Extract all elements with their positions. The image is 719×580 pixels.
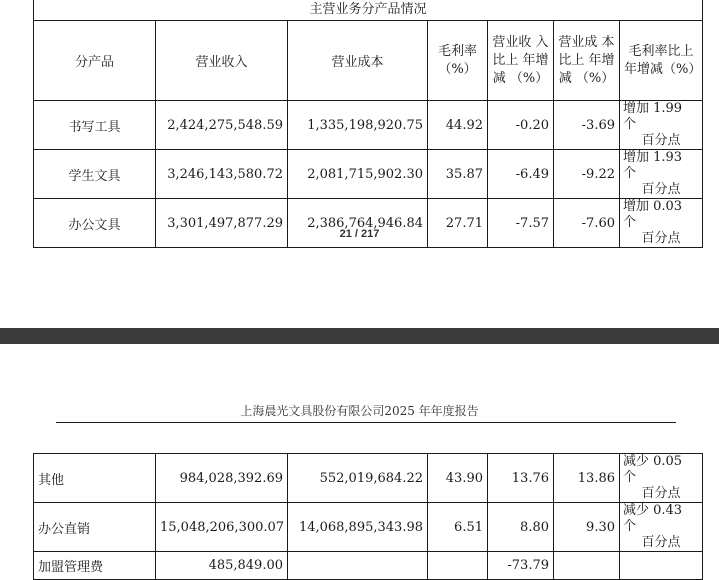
margin-change-unit: 百分点 xyxy=(641,535,681,550)
table-row xyxy=(34,150,703,199)
cell-margin: 6.51 xyxy=(428,503,488,552)
header-rule xyxy=(56,422,676,423)
header-revenue-change: 营业收 入比上 年增减 （%） xyxy=(488,21,554,101)
cell-margin: 27.71 xyxy=(428,199,488,248)
header-margin: 毛利率 （%） xyxy=(428,21,488,101)
cell-product: 加盟管理费 xyxy=(34,552,156,580)
cell-revenue: 2,424,275,548.59 xyxy=(156,101,288,150)
product-segment-table xyxy=(33,0,703,248)
cell-revenue-change: -7.57 xyxy=(488,199,554,248)
margin-change-text: 增加 0.03 个 xyxy=(623,199,683,230)
cell-margin-change xyxy=(620,503,703,552)
header-cost: 营业成本 xyxy=(288,21,428,101)
table-row xyxy=(34,101,703,150)
cell-cost-change: -3.69 xyxy=(554,101,620,150)
cell-product: 其他 xyxy=(34,454,156,503)
cell-margin-change xyxy=(620,552,703,580)
margin-change-unit: 百分点 xyxy=(641,133,681,148)
table-row xyxy=(34,454,703,503)
cell-margin: 43.90 xyxy=(428,454,488,503)
cell-revenue: 15,048,206,300.07 xyxy=(156,503,288,552)
header-margin-change: 毛利率比上 年增减（%） xyxy=(620,21,703,101)
cell-revenue-change: -6.49 xyxy=(488,150,554,199)
cell-product: 书写工具 xyxy=(34,101,156,150)
margin-change-text: 增加 1.93 个 xyxy=(623,150,683,181)
cell-cost-change xyxy=(554,552,620,580)
cell-margin: 35.87 xyxy=(428,150,488,199)
cell-margin-change xyxy=(620,101,703,150)
table-row xyxy=(34,199,703,248)
margin-change-unit: 百分点 xyxy=(641,486,681,501)
cell-revenue: 3,246,143,580.72 xyxy=(156,150,288,199)
cell-margin-change xyxy=(620,454,703,503)
margin-change-text: 减少 0.43 个 xyxy=(623,503,683,534)
header-product: 分产品 xyxy=(34,21,156,101)
cell-margin-change xyxy=(620,150,703,199)
cell-cost: 14,068,895,343.98 xyxy=(288,503,428,552)
cell-cost xyxy=(288,552,428,580)
cell-margin: 44.92 xyxy=(428,101,488,150)
page-separator xyxy=(0,328,719,344)
margin-change-unit: 百分点 xyxy=(641,231,681,246)
cell-cost-change: 13.86 xyxy=(554,454,620,503)
table-section-title: 主营业务分产品情况 xyxy=(34,0,703,21)
cell-cost: 552,019,684.22 xyxy=(288,454,428,503)
cell-cost-change: -9.22 xyxy=(554,150,620,199)
cell-revenue: 984,028,392.69 xyxy=(156,454,288,503)
table-row xyxy=(34,552,703,580)
cell-product: 办公直销 xyxy=(34,503,156,552)
cell-cost: 2,386,764,946.84 xyxy=(288,199,428,248)
cell-revenue: 485,849.00 xyxy=(156,552,288,580)
report-header: 上海晨光文具股份有限公司2025 年年度报告 xyxy=(240,404,479,418)
cell-cost: 1,335,198,920.75 xyxy=(288,101,428,150)
cell-revenue-change: -0.20 xyxy=(488,101,554,150)
page-number: 21 / 217 xyxy=(339,228,380,240)
header-cost-change: 营业成 本比上 年增减 （%） xyxy=(554,21,620,101)
table-row xyxy=(34,503,703,552)
cell-product: 学生文具 xyxy=(34,150,156,199)
margin-change-unit: 百分点 xyxy=(641,182,681,197)
cell-revenue-change: 13.76 xyxy=(488,454,554,503)
cell-margin-change xyxy=(620,199,703,248)
header-revenue: 营业收入 xyxy=(156,21,288,101)
cell-revenue: 3,301,497,877.29 xyxy=(156,199,288,248)
cell-margin xyxy=(428,552,488,580)
cell-cost-change: -7.60 xyxy=(554,199,620,248)
margin-change-text: 减少 0.05 个 xyxy=(623,454,683,485)
cell-cost-change: 9.30 xyxy=(554,503,620,552)
cell-cost: 2,081,715,902.30 xyxy=(288,150,428,199)
product-segment-table-continued xyxy=(33,453,703,580)
cell-product: 办公文具 xyxy=(34,199,156,248)
cell-revenue-change: 8.80 xyxy=(488,503,554,552)
cell-revenue-change: -73.79 xyxy=(488,552,554,580)
margin-change-text: 增加 1.99 个 xyxy=(623,101,683,132)
